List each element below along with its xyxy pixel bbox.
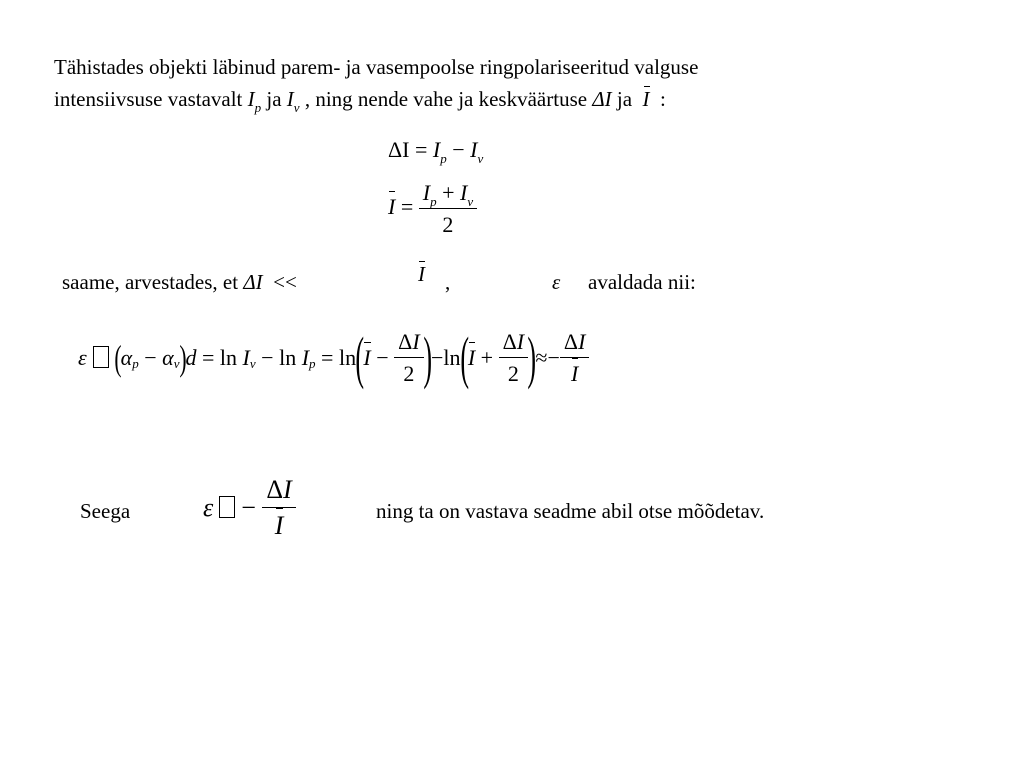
- conclusion-text: ning ta on vastava seadme abil otse mõõdetav.: [376, 499, 765, 523]
- intro-line-1: Tähistades objekti läbinud parem- ja vasempoolse ringpolariseeritud valguse: [54, 55, 699, 79]
- frac-conclusion: $\frac{\Delta I}{I}$: [262, 475, 295, 541]
- conclusion-word: Seega: [80, 499, 131, 523]
- condition-epsilon: ε: [552, 270, 561, 294]
- missing-glyph-box: [93, 346, 109, 368]
- intro-line-2: intensiivsuse vastavalt $I_p$ ja $I_v$ , ning nende vahe ja keskväärtuse ΔI ja I :: [54, 87, 666, 115]
- condition-line: saame, arvestades, et ΔI <<: [62, 270, 297, 294]
- condition-text: avaldada nii:: [588, 270, 696, 294]
- conclusion-equation: ε − $\frac{\Delta I}{I}$: [203, 470, 296, 546]
- frac-delta-half-2: $\frac{\Delta I}{2}$: [499, 329, 528, 387]
- equation-mean-i: I = $\frac{I_p + I_v}{2}$: [388, 180, 477, 238]
- mean-fraction: $\frac{I_p + I_v}{2}$: [419, 180, 477, 238]
- frac-delta-over-mean: $\frac{\Delta I}{I}$: [560, 329, 589, 387]
- condition-mean-i: I: [418, 262, 425, 286]
- equation-delta-i: $\Delta I = I_p - I_v$: [388, 137, 484, 166]
- frac-delta-half-1: $\frac{\Delta I}{2}$: [394, 329, 423, 387]
- condition-comma: ,: [445, 270, 451, 294]
- missing-glyph-box-2: [219, 496, 235, 518]
- main-equation: ε ( α $_p$ − α $_v$ ) d = ln I $_v$ − ln I $_p$ = ln ( I − $\frac{\Delta I}{2}$ ) − ln ( I + $\frac{\Delta I}{2}$ ) ≈ − $\frac{\Delta I}{I}$: [78, 322, 589, 394]
